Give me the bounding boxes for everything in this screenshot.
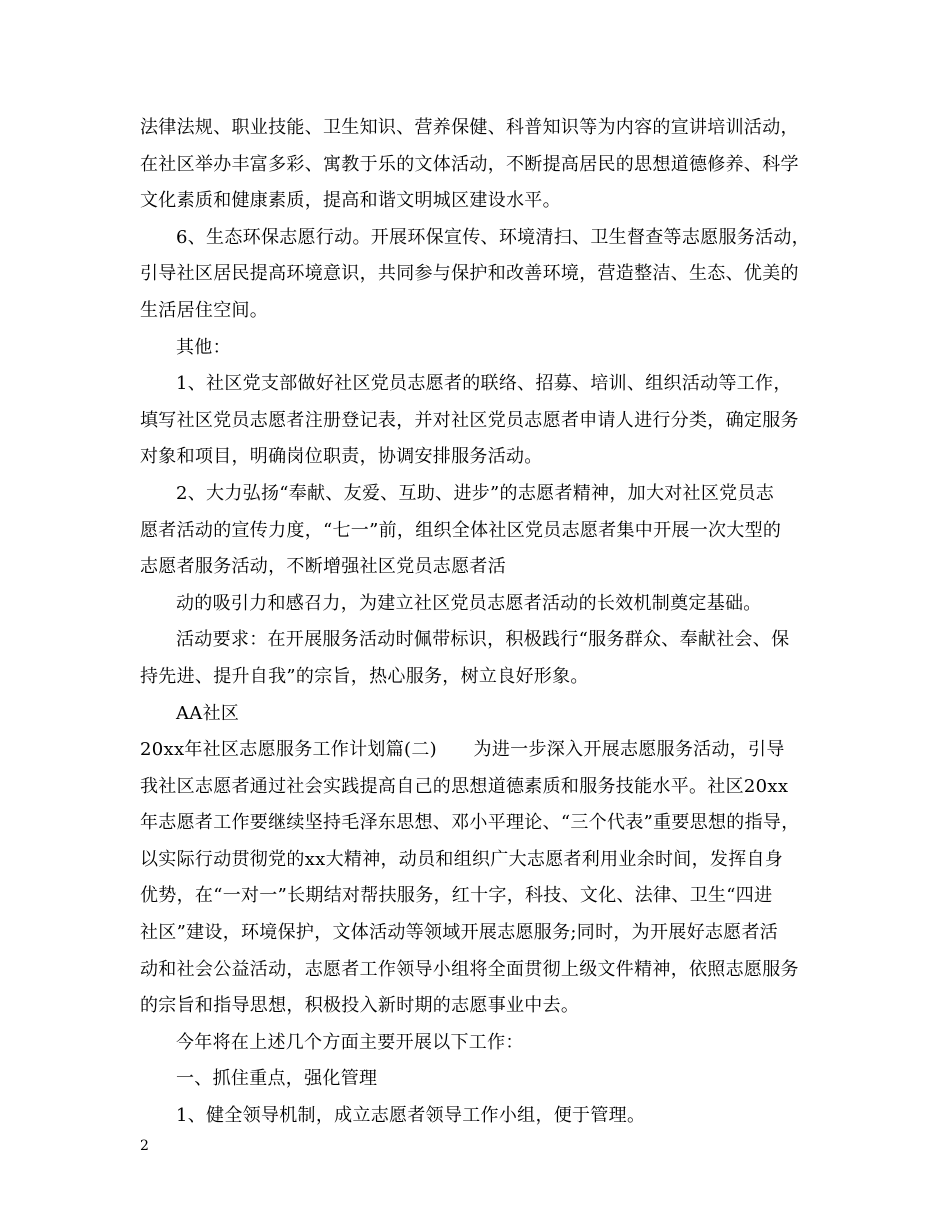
paragraph-start-line: 6、生态环保志愿行动。开展环保宣传、环境清扫、卫生督查等志愿服务活动， bbox=[176, 226, 810, 248]
section-heading: 其他： bbox=[176, 336, 231, 358]
text-line: 以实际行动贯彻党的xx大精神，动员和组织广大志愿者利用业余时间，发挥自身 bbox=[140, 848, 784, 870]
text-line: 的宗旨和指导思想，积极投入新时期的志愿事业中去。 bbox=[140, 995, 580, 1017]
paragraph-start-line: 今年将在上述几个方面主要开展以下工作： bbox=[176, 1031, 524, 1053]
document-body bbox=[140, 110, 820, 1135]
page-number: 2 bbox=[140, 1138, 149, 1154]
text-line: 优势，在“一对一”长期结对帮扶服务，红十字，科技、文化、法律、卫生“四进 bbox=[140, 885, 773, 907]
text-line: 社区”建设，环境保护，文体活动等领域开展志愿服务;同时，为开展好志愿者活 bbox=[140, 922, 779, 944]
signature-line: AA社区 bbox=[176, 702, 240, 724]
text-line: 在社区举办丰富多彩、寓教于乐的文体活动，不断提高居民的思想道德修养、科学 bbox=[140, 153, 799, 175]
text-line: 愿者活动的宣传力度，“七一”前，组织全体社区党员志愿者集中开展一次大型的 bbox=[140, 519, 782, 541]
section-heading: 一、抓住重点，强化管理 bbox=[176, 1068, 378, 1090]
paragraph-start-line: 1、健全领导机制，成立志愿者领导工作小组，便于管理。 bbox=[176, 1105, 646, 1127]
text-line: 动和社会公益活动，志愿者工作领导小组将全面贯彻上级文件精神，依照志愿服务 bbox=[140, 958, 799, 980]
text-line: 法律法规、职业技能、卫生知识、营养保健、科普知识等为内容的宣讲培训活动， bbox=[140, 117, 799, 138]
text-line: 我社区志愿者通过社会实践提高自己的思想道德素质和服务技能水平。社区20xx bbox=[140, 775, 789, 797]
paragraph-start-line: 1、社区党支部做好社区党员志愿者的联络、招募、培训、组织活动等工作， bbox=[176, 373, 792, 395]
text-line: 文化素质和健康素质，提高和谐文明城区建设水平。 bbox=[140, 190, 561, 212]
text-line: 生活居住空间。 bbox=[140, 299, 269, 321]
section-title-line: 20xx年社区志愿服务工作计划篇(二) 为进一步深入开展志愿服务活动，引导 bbox=[140, 739, 785, 761]
text-line: 引导社区居民提高环境意识，共同参与保护和改善环境，营造整洁、生态、优美的 bbox=[140, 263, 799, 285]
text-line: 填写社区党员志愿者注册登记表，并对社区党员志愿者申请人进行分类，确定服务 bbox=[140, 409, 799, 431]
text-line: 动的吸引力和感召力，为建立社区党员志愿者活动的长效机制奠定基础。 bbox=[176, 592, 762, 614]
paragraph-start-line: 活动要求：在开展服务活动时佩带标识，积极践行“服务群众、奉献社会、保 bbox=[176, 629, 790, 651]
text-line: 志愿者服务活动，不断增强社区党员志愿者活 bbox=[140, 556, 506, 578]
text-line: 年志愿者工作要继续坚持毛泽东思想、邓小平理论、“三个代表”重要思想的指导， bbox=[140, 812, 800, 834]
paragraph-start-line: 2、大力弘扬“奉献、友爱、互助、进步”的志愿者精神，加大对社区党员志 bbox=[176, 482, 775, 504]
text-line: 对象和项目，明确岗位职责，协调安排服务活动。 bbox=[140, 446, 543, 468]
text-line: 持先进、提升自我”的宗旨，热心服务，树立良好形象。 bbox=[140, 665, 589, 687]
